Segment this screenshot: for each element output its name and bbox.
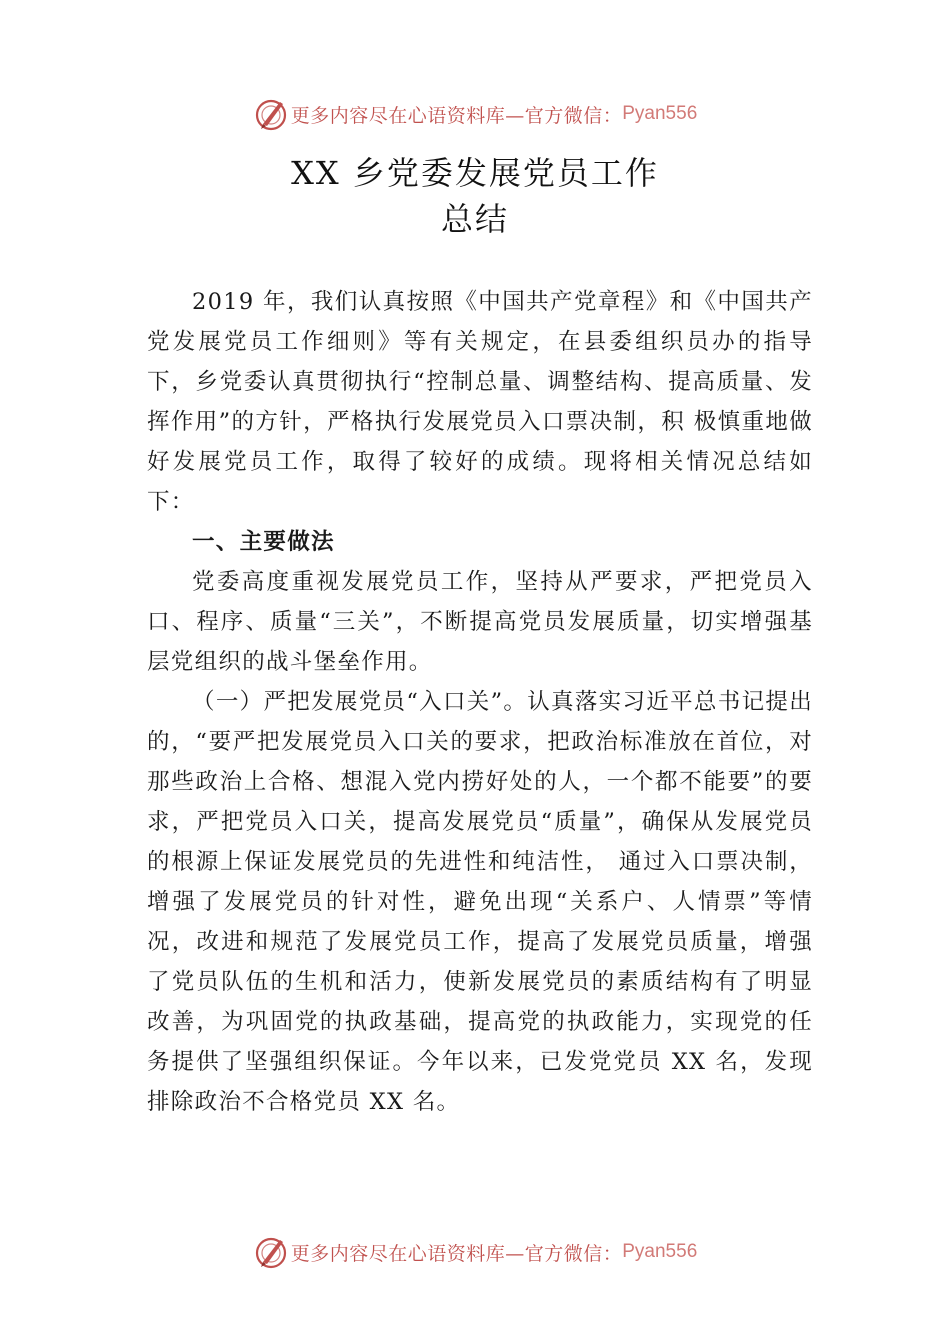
intro-paragraph: 2019 年，我们认真按照《中国共产党章程》和《中国共产党发展党员工作细则》等有关规定，在县委组织员办的指导下，乡党委认真贯彻执行“控制总量、调整结构、提高质量、发挥作用”的方针，严格执行发展党员入口票决制，积 极慎重地做好发展党员工作，取得了较好的成绩。现将相关情况总结如下：	[147, 289, 813, 515]
watermark-wechat-id: Pyan556	[622, 103, 698, 124]
title-line-2: 总结	[440, 200, 509, 238]
title-line-1: XX 乡党委发展党员工作	[291, 154, 659, 192]
header-watermark-banner	[0, 94, 950, 134]
pen-circle-logo-icon	[253, 1234, 289, 1270]
watermark-wechat-id: Pyan556	[622, 1241, 698, 1262]
footer-watermark-banner	[0, 1232, 950, 1272]
document-title	[0, 150, 950, 242]
watermark-brand-text: 更多内容尽在心语资料库—官方微信：	[290, 104, 623, 127]
section-paragraph: 党委高度重视发展党员工作，坚持从严要求，严把党员入口、程序、质量“三关”，不断提高党员发展质量，切实增强基层党组织的战斗堡垒作用。	[147, 569, 813, 675]
pen-circle-logo-icon	[253, 96, 289, 132]
section-heading: 一、主要做法	[192, 529, 335, 555]
document-body	[147, 282, 813, 1122]
subsection-paragraph: （一）严把发展党员“入口关”。认真落实习近平总书记提出的，“要严把发展党员入口关的要求，把政治标准放在首位，对那些政治上合格、想混入党内捞好处的人，一个都不能要”的要求，严把党员入口关，提高发展党员“质量”，确保从发展党员的根源上保证发展党员的先进性和纯洁性， 通过入口票决制，增强了发展党员的针对性，避免出现“关系户、人情票”等情况，改进和规范了发展党员工作，提高了发展党员质量，增强了党员队伍的生机和活力，使新发展党员的素质结构有了明显改善，为巩固党的执政基础，提高党的执政能力，实现党的任务提供了坚强组织保证。今年以来，已发党党员 XX 名，发现排除政治不合格党员 XX 名。	[147, 689, 813, 1115]
watermark-brand-text: 更多内容尽在心语资料库—官方微信：	[290, 1242, 623, 1265]
